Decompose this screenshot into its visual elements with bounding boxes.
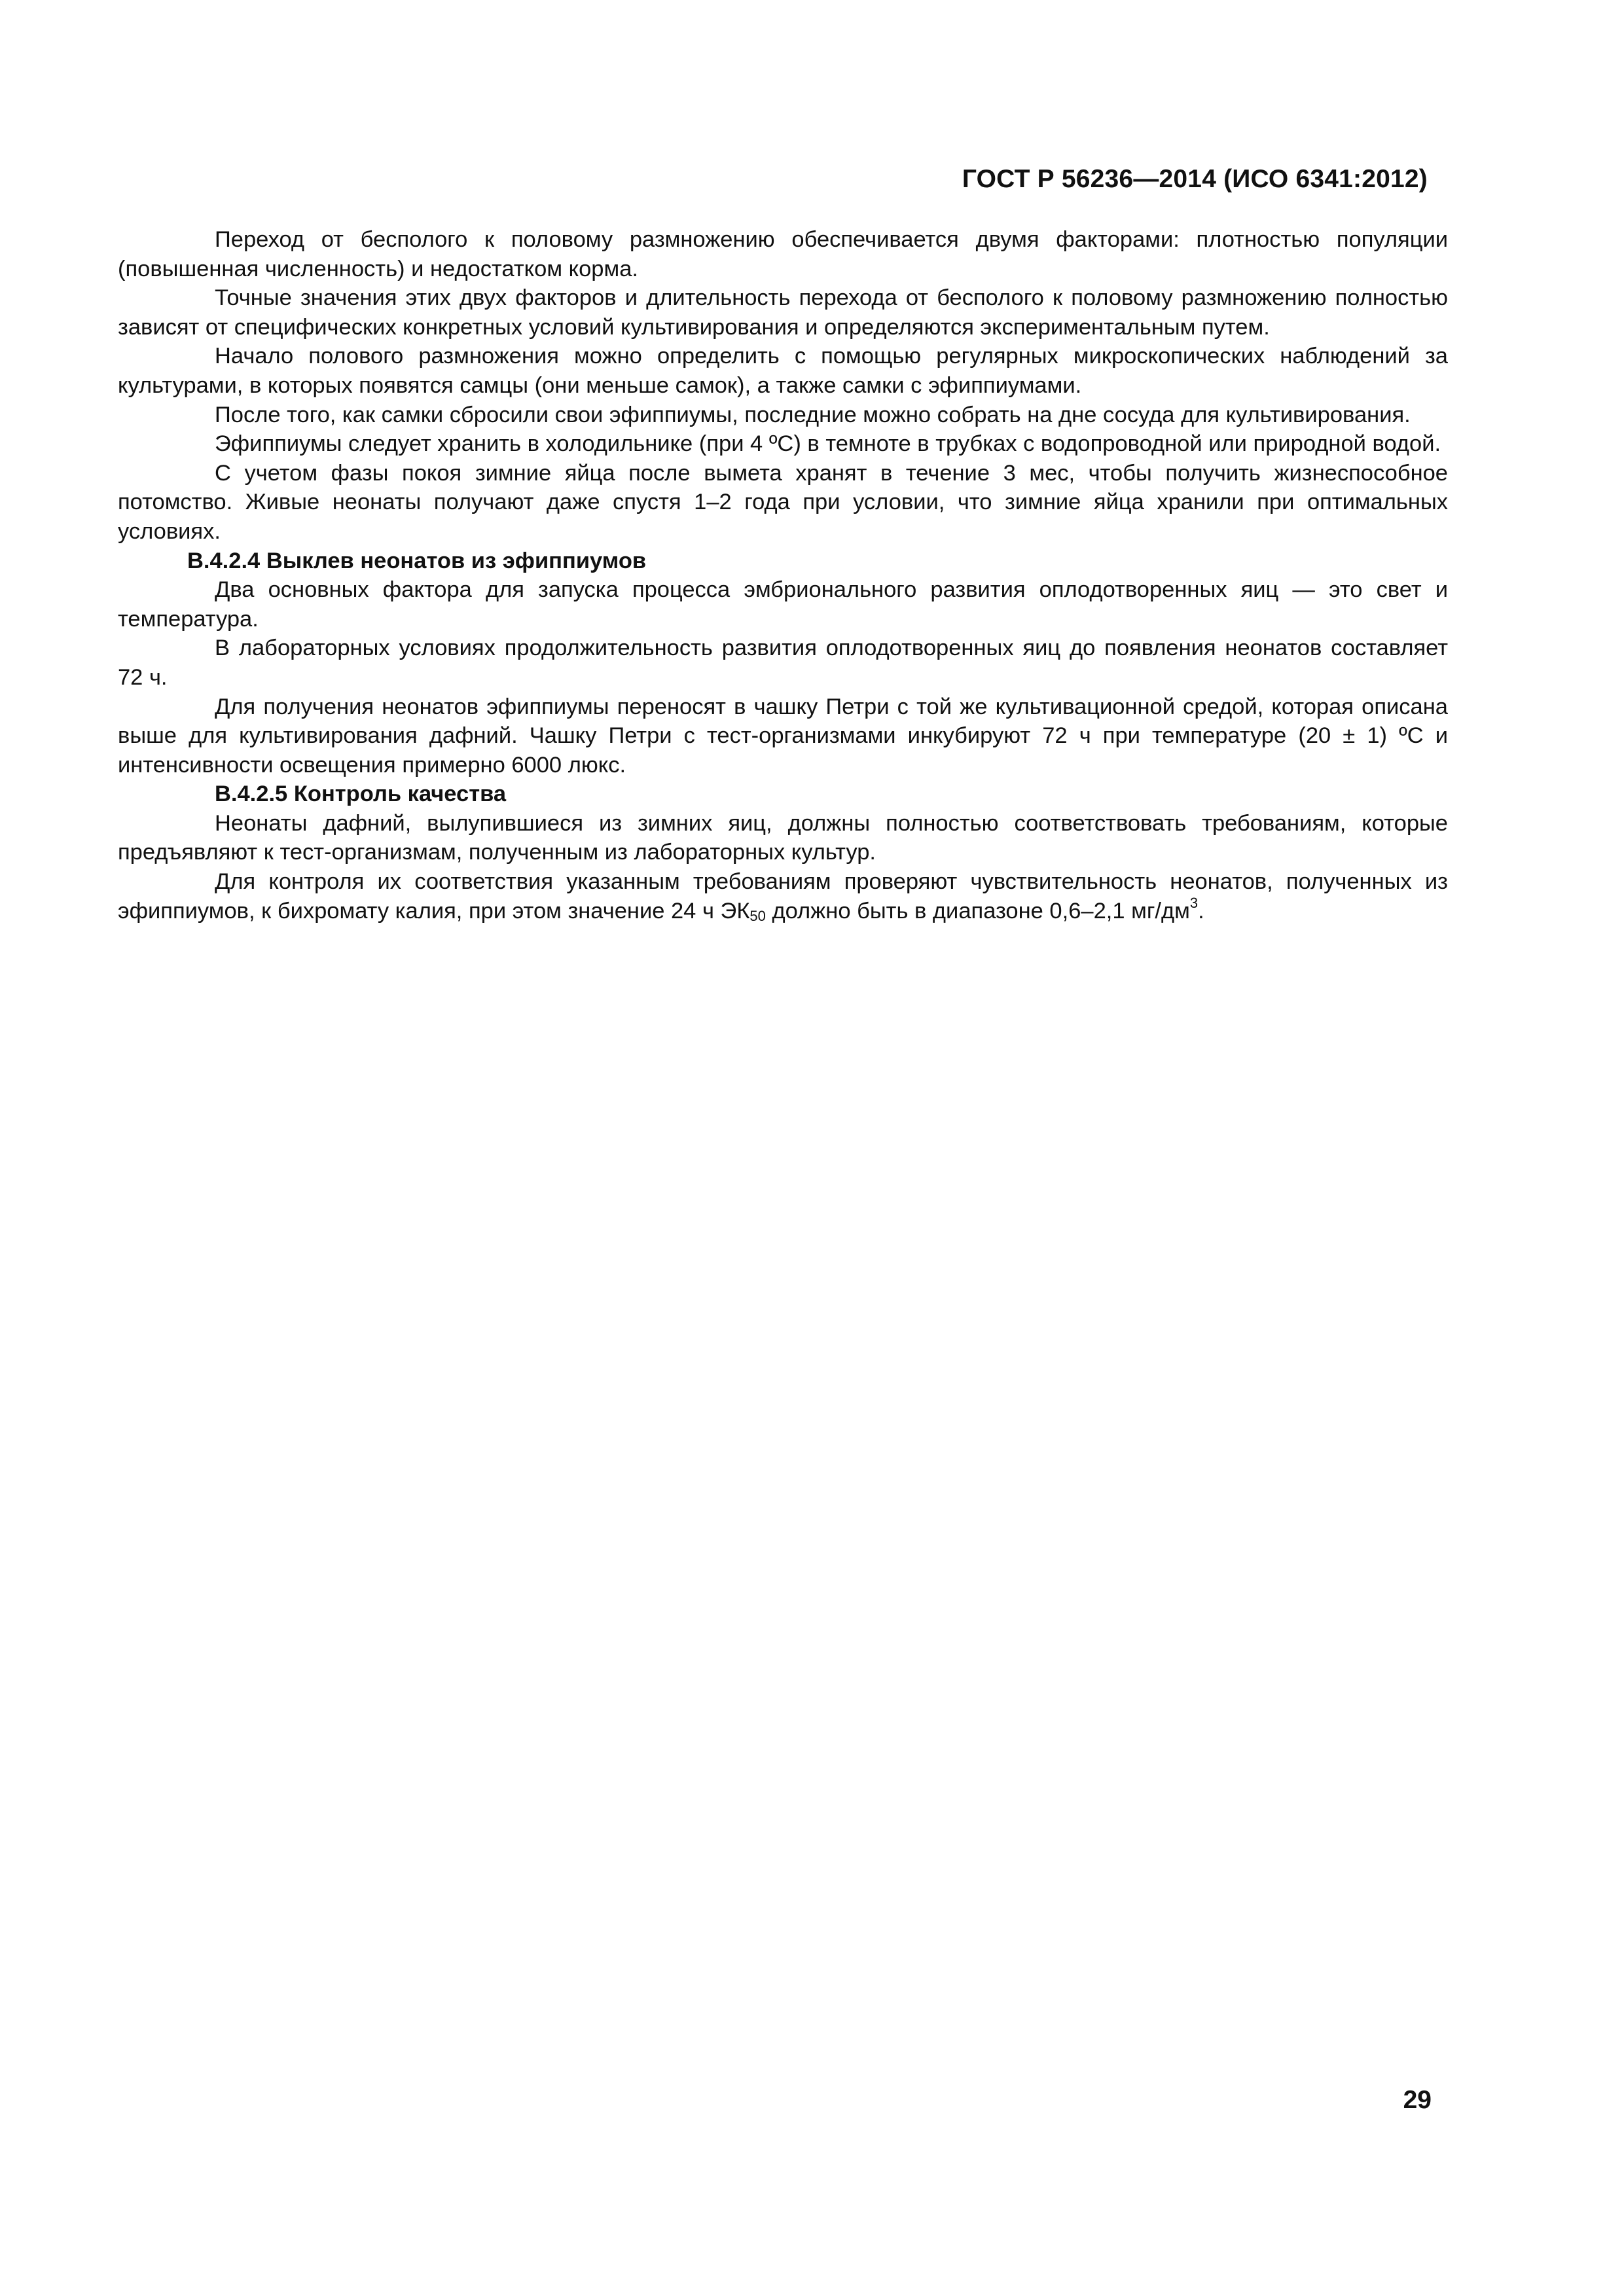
paragraph: Эфиппиумы следует хранить в холодильнике (при 4 ºС) в темноте в трубках с водопроводной или природной водой. — [215, 431, 1441, 457]
paragraph: Точные значения этих двух факторов и длительность перехода от бесполого к половому размножению полностью зависят от специфических конкретных условий культивирования и определяются экспериментальным путем. — [118, 285, 1448, 340]
paragraph: В лабораторных условиях продолжительность развития оплодотворенных яиц до появления неонатов составляет 72 ч. — [118, 636, 1448, 690]
paragraph: Два основных фактора для запуска процесса эмбрионального развития оплодотворенных яиц — это свет и температура. — [118, 577, 1448, 632]
document-header-standard-id: ГОСТ Р 56236—2014 (ИСО 6341:2012) — [962, 165, 1428, 193]
paragraph: После того, как самки сбросили свои эфиппиумы, последние можно собрать на дне сосуда для культивирования. — [215, 402, 1411, 427]
section-heading: В.4.2.5 Контроль качества — [215, 781, 507, 807]
paragraph — [118, 867, 1448, 925]
paragraph: Для получения неонатов эфиппиумы переносят в чашку Петри с той же культивационной средой, которая описана выше для культивирования дафний. Чашку Петри с тест-организмами инкубируют 72 ч при температуре (20 ± 1) ºС и интенсивности освещения примерно 6000 люкс. — [118, 694, 1448, 778]
paragraph: Неонаты дафний, вылупившиеся из зимних яиц, должны полностью соответствовать требованиям, которые предъявляют к тест-организмам, полученным из лабораторных культур. — [118, 810, 1448, 865]
paragraph: С учетом фазы покоя зимние яйца после вымета хранят в течение 3 мес, чтобы получить жизнеспособное потомство. Живые неонаты получают даже спустя 1–2 года при условии, что зимние яйца хранили при оптимальных условиях. — [118, 460, 1448, 544]
page-number: 29 — [1403, 2086, 1432, 2114]
subscript: 50 — [749, 907, 766, 924]
paragraph: Переход от бесполого к половому размножению обеспечивается двумя факторами: плотностью популяции (повышенная численность) и недостатком корма. — [118, 227, 1448, 281]
paragraph-text: . — [1198, 898, 1204, 924]
paragraph-text: Для контроля их соответствия указанным требованиям проверяют чувствительность неонатов, полученных из эфиппиумов, к бихромату калия, при этом значение 24 ч ЭК — [118, 869, 1448, 924]
paragraph: Начало полового размножения можно определить с помощью регулярных микроскопических наблюдений за культурами, в которых появятся самцы (они меньше самок), а также самки с эфиппиумами. — [118, 344, 1448, 398]
superscript: 3 — [1189, 894, 1199, 911]
document-body — [118, 225, 1448, 925]
section-heading: В.4.2.4 Выклев неонатов из эфиппиумов — [187, 548, 647, 573]
paragraph-text: должно быть в диапазоне 0,6–2,1 мг/дм — [765, 898, 1190, 924]
